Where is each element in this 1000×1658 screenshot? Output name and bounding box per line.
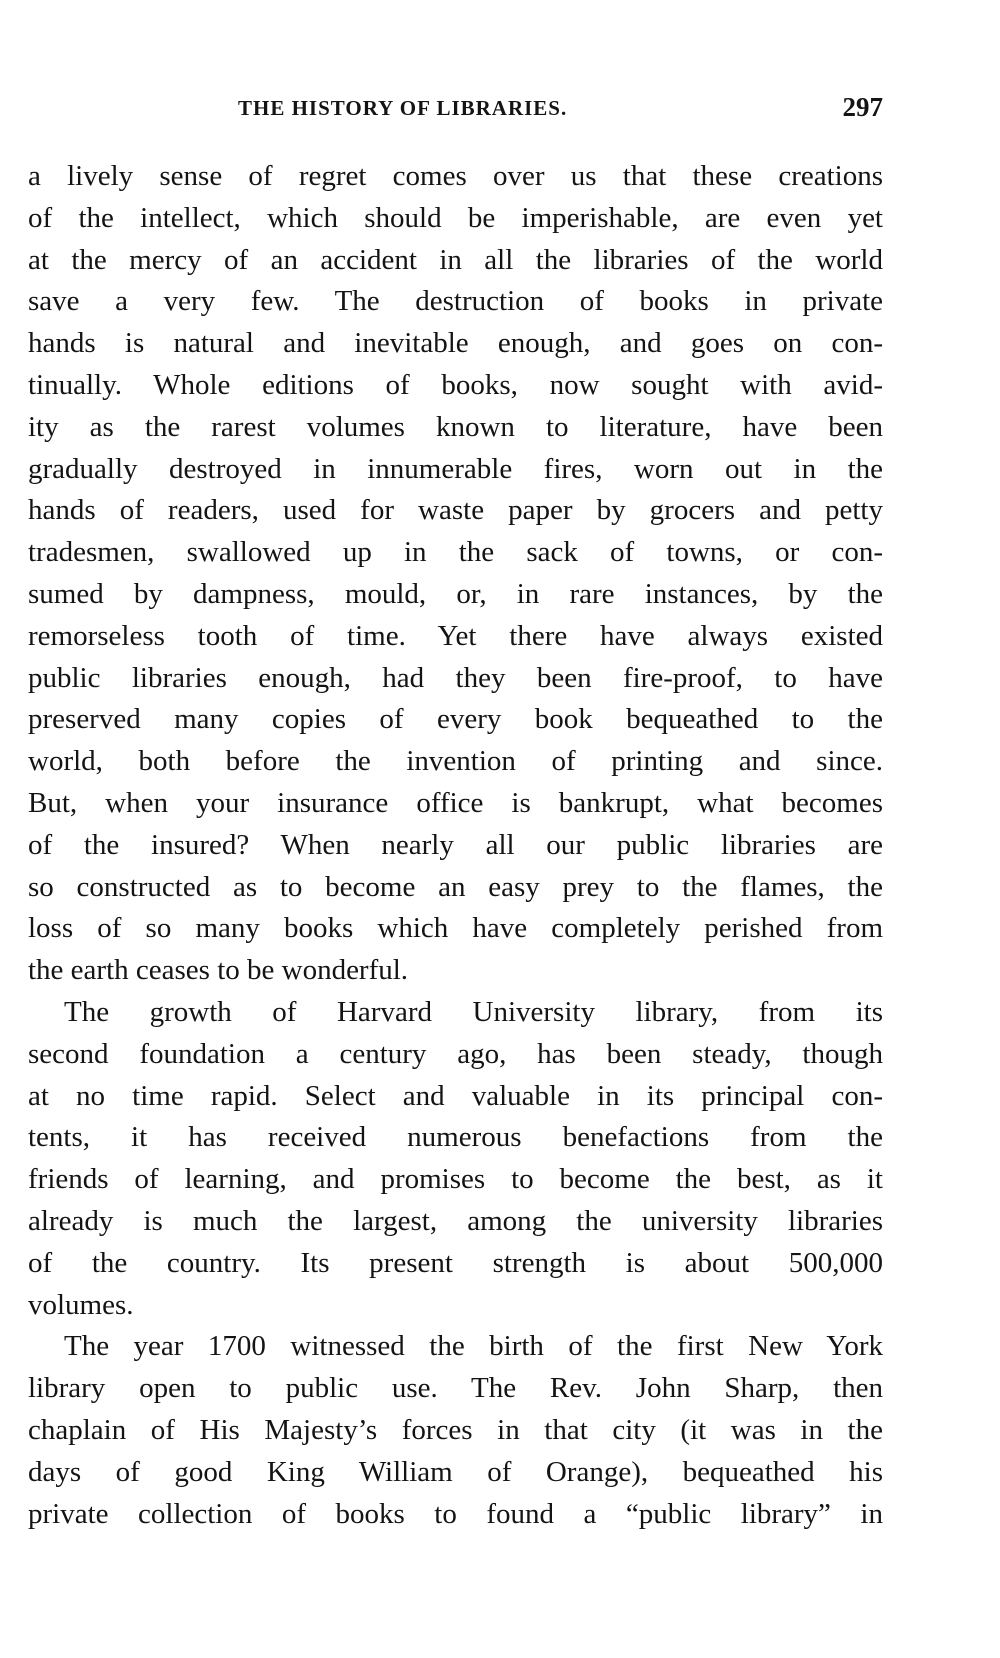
text-line: preserved many copies of every book bequeathed to the [28, 703, 883, 736]
text-line: ity as the rarest volumes known to literature, have been [28, 410, 883, 443]
text-line: gradually destroyed in innumerable fires, worn out in the [28, 452, 883, 485]
text-line: sumed by dampness, mould, or, in rare instances, by the [28, 577, 883, 610]
text-line: remorseless tooth of time. Yet there have always existed [28, 619, 883, 652]
text-line: The year 1700 witnessed the birth of the first New York [64, 1330, 883, 1363]
paragraph-2 [28, 992, 883, 1326]
paragraph-1 [28, 156, 883, 992]
text-line: The growth of Harvard University library, from its [64, 995, 883, 1028]
text-line: chaplain of His Majesty’s forces in that city (it was in the [28, 1413, 883, 1446]
text-line: private collection of books to found a “public library” in [28, 1497, 883, 1530]
text-line: tents, it has received numerous benefactions from the [28, 1121, 883, 1154]
text-line: at no time rapid. Select and valuable in its principal con- [28, 1079, 883, 1112]
text-line: tinually. Whole editions of books, now sought with avid- [28, 368, 883, 401]
text-line: hands of readers, used for waste paper by grocers and petty [28, 494, 883, 527]
text-line: second foundation a century ago, has been steady, though [28, 1037, 883, 1070]
text-line: a lively sense of regret comes over us that these creations [28, 160, 883, 192]
text-line: library open to public use. The Rev. John Sharp, then [28, 1372, 883, 1405]
text-line: hands is natural and inevitable enough, and goes on con- [28, 327, 883, 360]
page-header [28, 92, 883, 124]
text-line: of the insured? When nearly all our public libraries are [28, 828, 883, 861]
text-line: of the country. Its present strength is about 500,000 [28, 1246, 883, 1279]
page-number: 297 [842, 92, 883, 122]
text-line: days of good King William of Orange), bequeathed his [28, 1455, 883, 1488]
text-line: public libraries enough, had they been fire-proof, to have [28, 661, 883, 694]
text-line: volumes. [28, 1288, 134, 1321]
text-line: friends of learning, and promises to become the best, as it [28, 1163, 883, 1196]
text-line: the earth ceases to be wonderful. [28, 954, 409, 987]
text-line: save a very few. The destruction of books in private [28, 285, 883, 318]
text-line: loss of so many books which have completely perished from [28, 912, 883, 945]
body-text [28, 156, 883, 1535]
text-line: But, when your insurance office is bankrupt, what becomes [28, 786, 883, 819]
text-line: at the mercy of an accident in all the libraries of the world [28, 243, 883, 276]
text-line: already is much the largest, among the university libraries [28, 1204, 883, 1237]
text-line: tradesmen, swallowed up in the sack of towns, or con- [28, 536, 883, 569]
text-line: world, both before the invention of printing and since. [28, 745, 883, 778]
text-line: so constructed as to become an easy prey to the flames, the [28, 870, 883, 903]
running-head: THE HISTORY OF LIBRARIES. [238, 96, 568, 120]
paragraph-3 [28, 1326, 883, 1535]
text-line: of the intellect, which should be imperishable, are even yet [28, 201, 883, 234]
